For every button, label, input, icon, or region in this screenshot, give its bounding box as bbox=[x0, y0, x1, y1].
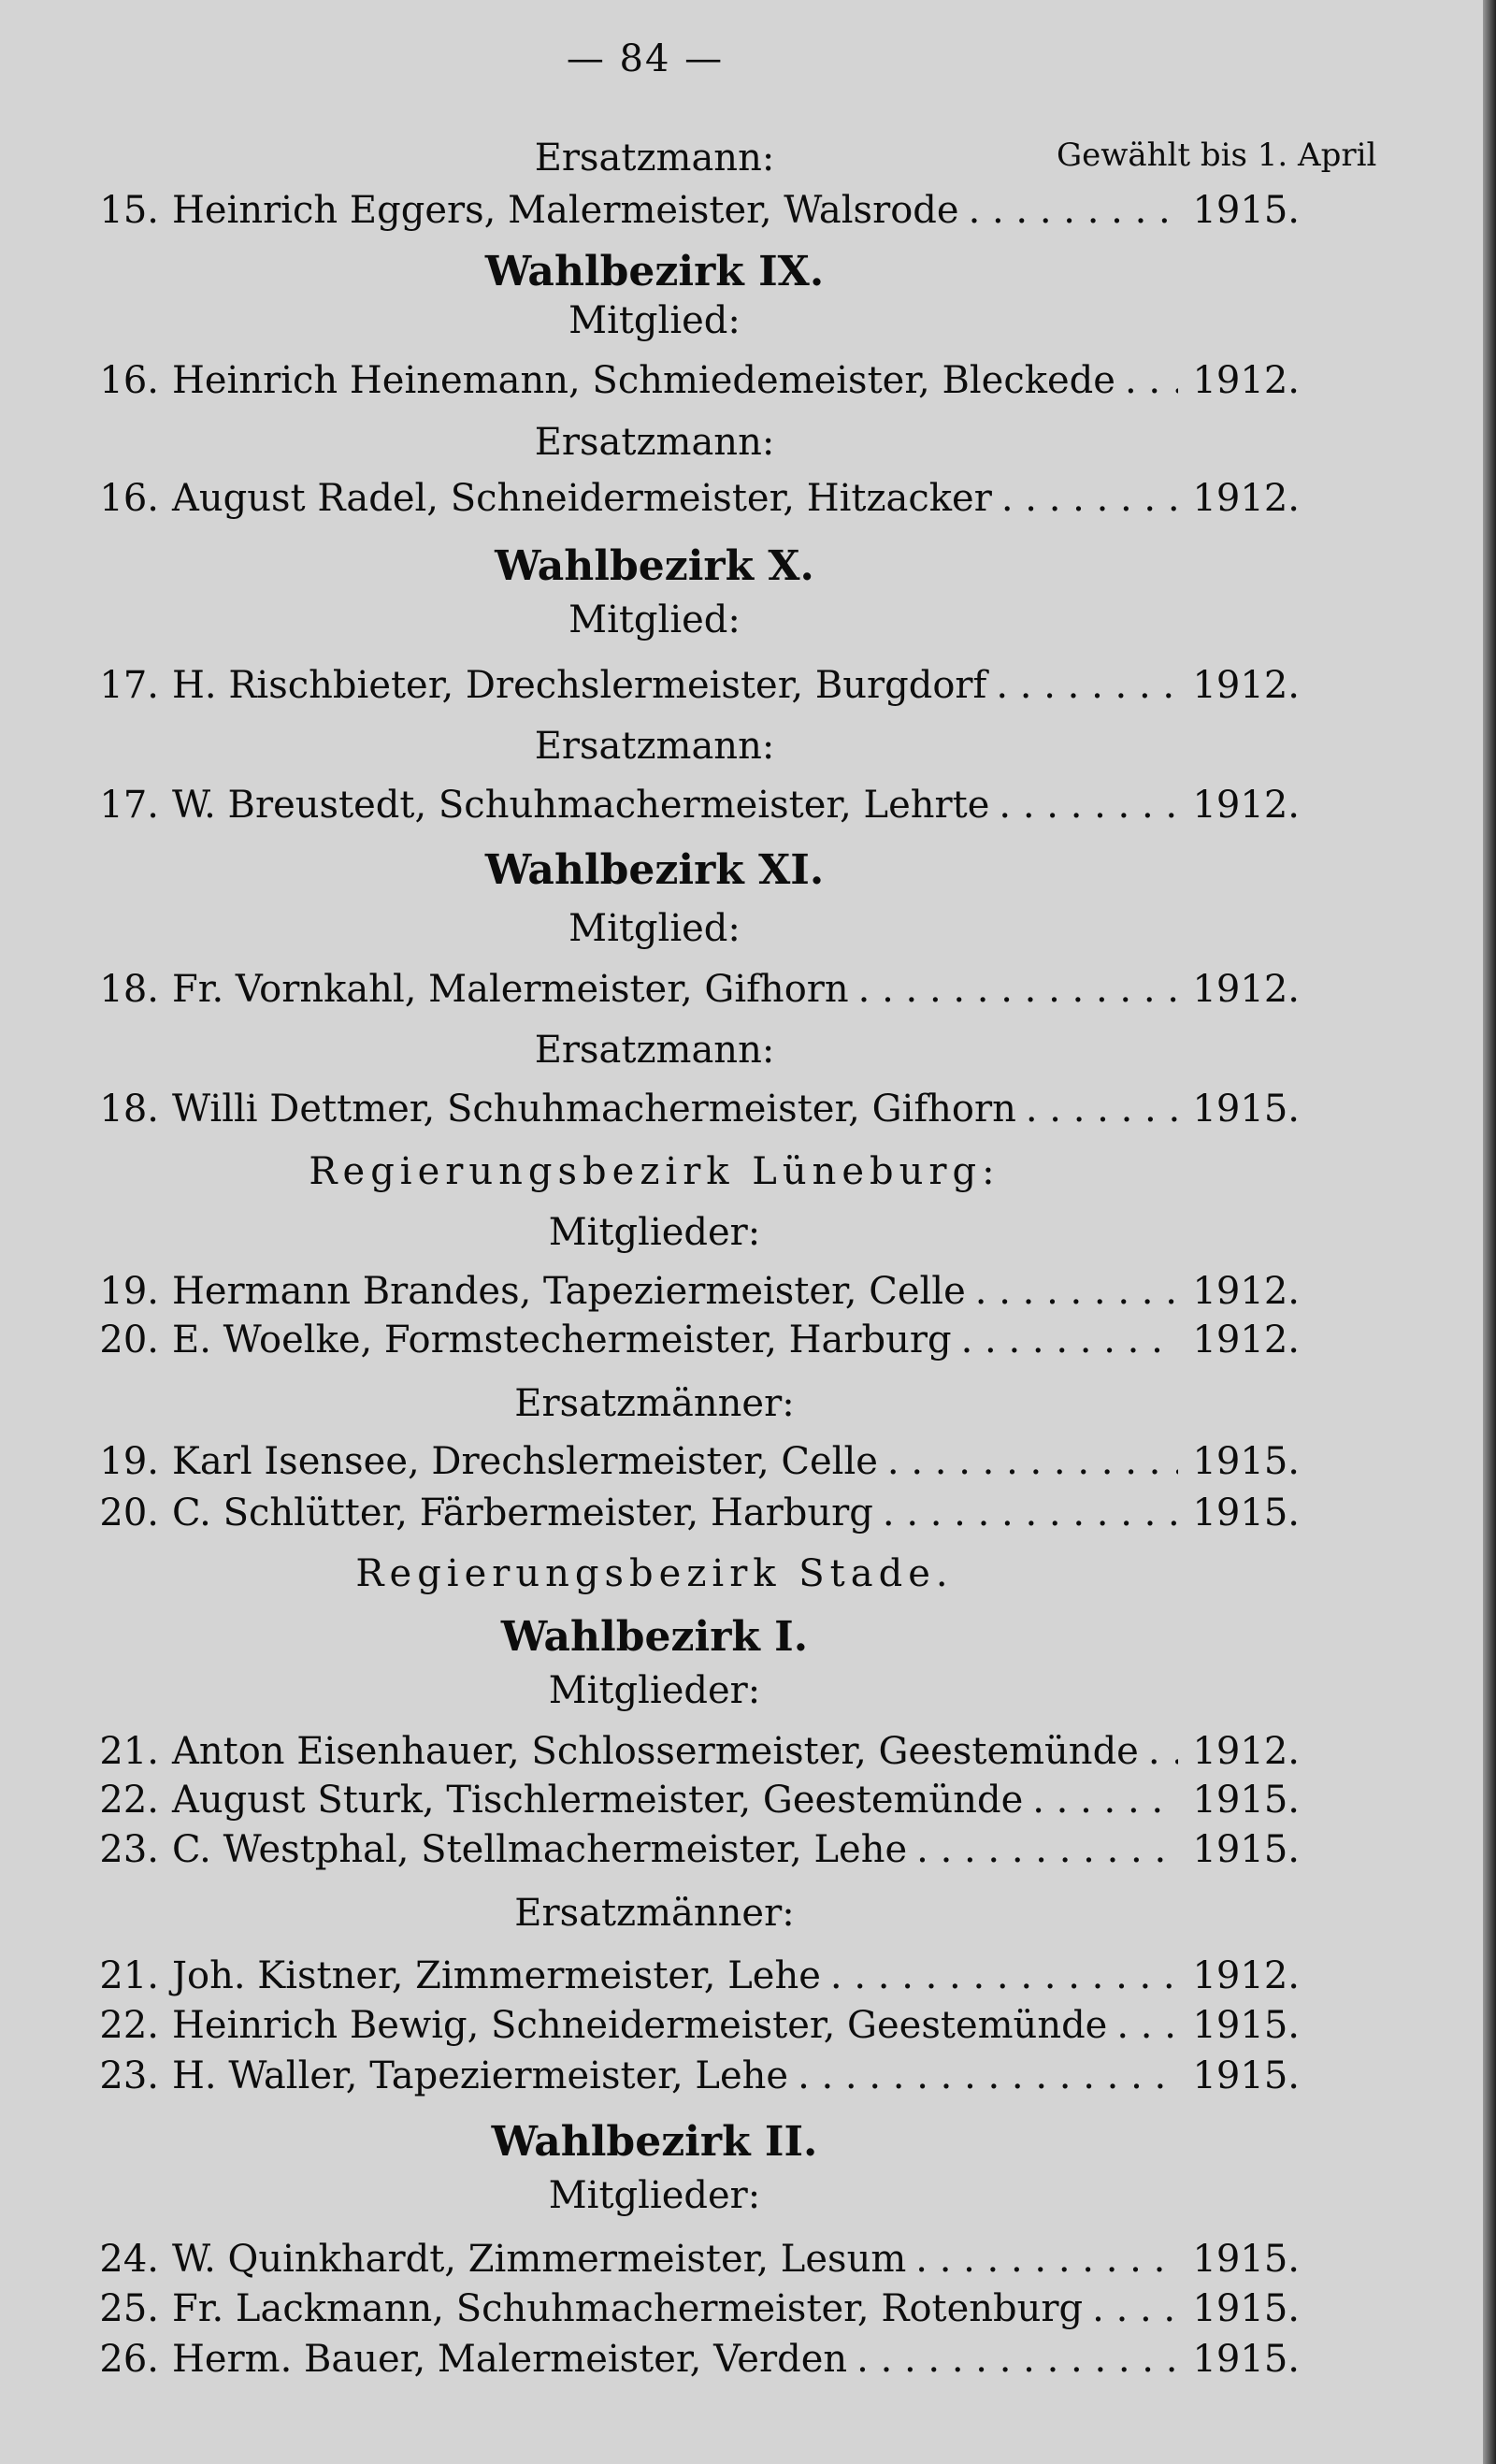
list-item bbox=[75, 1440, 1300, 1492]
entry-name: C. Westphal, Stellmachermeister, Lehe bbox=[172, 1828, 908, 1871]
dot-leader bbox=[916, 1828, 1178, 1871]
entry-number: 18. bbox=[99, 1088, 159, 1131]
entry-number: 23. bbox=[99, 2054, 159, 2097]
entry-year: 1915. bbox=[1192, 1088, 1300, 1131]
entry-number: 17. bbox=[99, 784, 159, 827]
dot-leader bbox=[887, 1440, 1178, 1483]
dot-leader bbox=[1148, 1730, 1178, 1773]
region-heading: Regierungsbezirk Lüneburg: bbox=[309, 1150, 1000, 1193]
entry-name: Joh. Kistner, Zimmermeister, Lehe bbox=[172, 1954, 821, 1997]
dot-leader bbox=[961, 1318, 1178, 1362]
dot-leader bbox=[1092, 2287, 1178, 2330]
entry-name: Hermann Brandes, Tapeziermeister, Celle bbox=[172, 1270, 966, 1313]
list-item bbox=[75, 2287, 1300, 2340]
dot-leader bbox=[883, 1491, 1178, 1535]
entry-year: 1915. bbox=[1192, 1779, 1300, 1822]
list-item bbox=[75, 784, 1300, 836]
dot-leader bbox=[975, 1270, 1178, 1313]
entry-name: Karl Isensee, Drechslermeister, Celle bbox=[172, 1440, 878, 1483]
list-item bbox=[75, 359, 1300, 411]
entry-name: W. Breustedt, Schuhmachermeister, Lehrte bbox=[172, 784, 990, 827]
entry-year: 1915. bbox=[1192, 2054, 1300, 2097]
entry-year: 1912. bbox=[1192, 1954, 1300, 1997]
entry-year: 1912. bbox=[1192, 1270, 1300, 1313]
dot-leader bbox=[996, 664, 1178, 707]
list-item bbox=[75, 1954, 1300, 2007]
list-item bbox=[75, 1491, 1300, 1544]
entry-number: 20. bbox=[99, 1318, 159, 1362]
entry-number: 15. bbox=[99, 189, 159, 232]
entry-year: 1912. bbox=[1192, 477, 1300, 520]
entry-number: 25. bbox=[99, 2287, 159, 2330]
entry-number: 16. bbox=[99, 359, 159, 402]
entry-year: 1915. bbox=[1192, 2287, 1300, 2330]
list-item bbox=[75, 1730, 1300, 1782]
list-item bbox=[75, 2054, 1300, 2107]
dot-leader bbox=[1125, 359, 1178, 402]
entry-name: E. Woelke, Formstechermeister, Harburg bbox=[172, 1318, 952, 1362]
district-heading: Wahlbezirk X. bbox=[495, 542, 814, 590]
entry-year: 1915. bbox=[1192, 2338, 1300, 2381]
list-item bbox=[75, 2004, 1300, 2056]
dot-leader bbox=[1116, 2004, 1178, 2047]
dot-leader bbox=[858, 968, 1178, 1011]
role-heading: Mitglieder: bbox=[548, 1669, 761, 1712]
entry-name: W. Quinkhardt, Zimmermeister, Lesum bbox=[172, 2238, 907, 2281]
entry-name: Heinrich Heinemann, Schmiedemeister, Bleckede bbox=[172, 359, 1115, 402]
entry-number: 24. bbox=[99, 2238, 159, 2281]
role-heading: Ersatzmann: bbox=[534, 421, 775, 464]
entry-name: Fr. Vornkahl, Malermeister, Gifhorn bbox=[172, 968, 849, 1011]
entry-year: 1912. bbox=[1192, 784, 1300, 827]
entry-number: 23. bbox=[99, 1828, 159, 1871]
entry-year: 1912. bbox=[1192, 1318, 1300, 1362]
dot-leader bbox=[915, 2238, 1178, 2281]
page-number: — 84 — bbox=[566, 37, 725, 80]
entry-year: 1915. bbox=[1192, 189, 1300, 232]
role-heading: Ersatzmann: bbox=[534, 1029, 775, 1072]
entry-number: 21. bbox=[99, 1954, 159, 1997]
entry-name: Willi Dettmer, Schuhmachermeister, Gifhorn bbox=[172, 1088, 1016, 1131]
entry-name: Heinrich Eggers, Malermeister, Walsrode bbox=[172, 189, 959, 232]
dot-leader bbox=[1001, 477, 1178, 520]
list-item bbox=[75, 1779, 1300, 1831]
role-heading: Ersatzmänner: bbox=[514, 1382, 795, 1425]
entry-number: 17. bbox=[99, 664, 159, 707]
list-item bbox=[75, 1088, 1300, 1140]
role-heading: Mitglieder: bbox=[548, 1211, 761, 1254]
list-item bbox=[75, 1318, 1300, 1371]
entry-name: C. Schlütter, Färbermeister, Harburg bbox=[172, 1491, 873, 1535]
role-heading: Mitglied: bbox=[568, 598, 741, 641]
entry-name: H. Waller, Tapeziermeister, Lehe bbox=[172, 2054, 789, 2097]
district-heading: Wahlbezirk I. bbox=[500, 1613, 809, 1661]
entry-name: Heinrich Bewig, Schneidermeister, Geestemünde bbox=[172, 2004, 1108, 2047]
valid-until-note: Gewählt bis 1. April bbox=[1057, 137, 1377, 174]
entry-name: August Sturk, Tischlermeister, Geestemünde bbox=[172, 1779, 1024, 1822]
entry-year: 1912. bbox=[1192, 359, 1300, 402]
dot-leader bbox=[1032, 1779, 1178, 1822]
dot-leader bbox=[798, 2054, 1178, 2097]
list-item bbox=[75, 189, 1300, 241]
entry-number: 20. bbox=[99, 1491, 159, 1535]
region-heading: Regierungsbezirk Stade. bbox=[355, 1552, 954, 1595]
entry-number: 19. bbox=[99, 1270, 159, 1313]
entry-number: 22. bbox=[99, 1779, 159, 1822]
entry-year: 1915. bbox=[1192, 2004, 1300, 2047]
list-item bbox=[75, 664, 1300, 716]
list-item bbox=[75, 1270, 1300, 1322]
page-edge-shadow bbox=[1483, 0, 1496, 2464]
entry-year: 1915. bbox=[1192, 1440, 1300, 1483]
entry-number: 21. bbox=[99, 1730, 159, 1773]
list-item bbox=[75, 477, 1300, 529]
entry-year: 1912. bbox=[1192, 968, 1300, 1011]
district-heading: Wahlbezirk II. bbox=[491, 2118, 818, 2166]
entry-year: 1912. bbox=[1192, 1730, 1300, 1773]
entry-number: 18. bbox=[99, 968, 159, 1011]
entry-name: August Radel, Schneidermeister, Hitzacker bbox=[172, 477, 992, 520]
district-heading: Wahlbezirk IX. bbox=[484, 248, 825, 295]
entry-year: 1915. bbox=[1192, 2238, 1300, 2281]
entry-name: Fr. Lackmann, Schuhmachermeister, Rotenburg bbox=[172, 2287, 1084, 2330]
entry-year: 1915. bbox=[1192, 1828, 1300, 1871]
role-heading: Ersatzmänner: bbox=[514, 1892, 795, 1935]
list-item bbox=[75, 2238, 1300, 2290]
dot-leader bbox=[999, 784, 1178, 827]
entry-number: 22. bbox=[99, 2004, 159, 2047]
dot-leader bbox=[969, 189, 1178, 232]
role-heading: Mitglieder: bbox=[548, 2174, 761, 2217]
entry-name: Anton Eisenhauer, Schlossermeister, Geestemünde bbox=[172, 1730, 1139, 1773]
dot-leader bbox=[830, 1954, 1178, 1997]
entry-year: 1912. bbox=[1192, 664, 1300, 707]
district-heading: Wahlbezirk XI. bbox=[484, 846, 825, 894]
dot-leader bbox=[856, 2338, 1178, 2381]
entry-number: 26. bbox=[99, 2338, 159, 2381]
dot-leader bbox=[1026, 1088, 1178, 1131]
role-heading: Ersatzmann: bbox=[534, 725, 775, 768]
role-heading: Mitglied: bbox=[568, 299, 741, 342]
role-heading: Ersatzmann: bbox=[534, 137, 775, 180]
entry-number: 16. bbox=[99, 477, 159, 520]
entry-name: H. Rischbieter, Drechslermeister, Burgdorf bbox=[172, 664, 987, 707]
entry-name: Herm. Bauer, Malermeister, Verden bbox=[172, 2338, 848, 2381]
role-heading: Mitglied: bbox=[568, 907, 741, 950]
entry-number: 19. bbox=[99, 1440, 159, 1483]
list-item bbox=[75, 2338, 1300, 2390]
entry-year: 1915. bbox=[1192, 1491, 1300, 1535]
list-item bbox=[75, 1828, 1300, 1880]
list-item bbox=[75, 968, 1300, 1020]
